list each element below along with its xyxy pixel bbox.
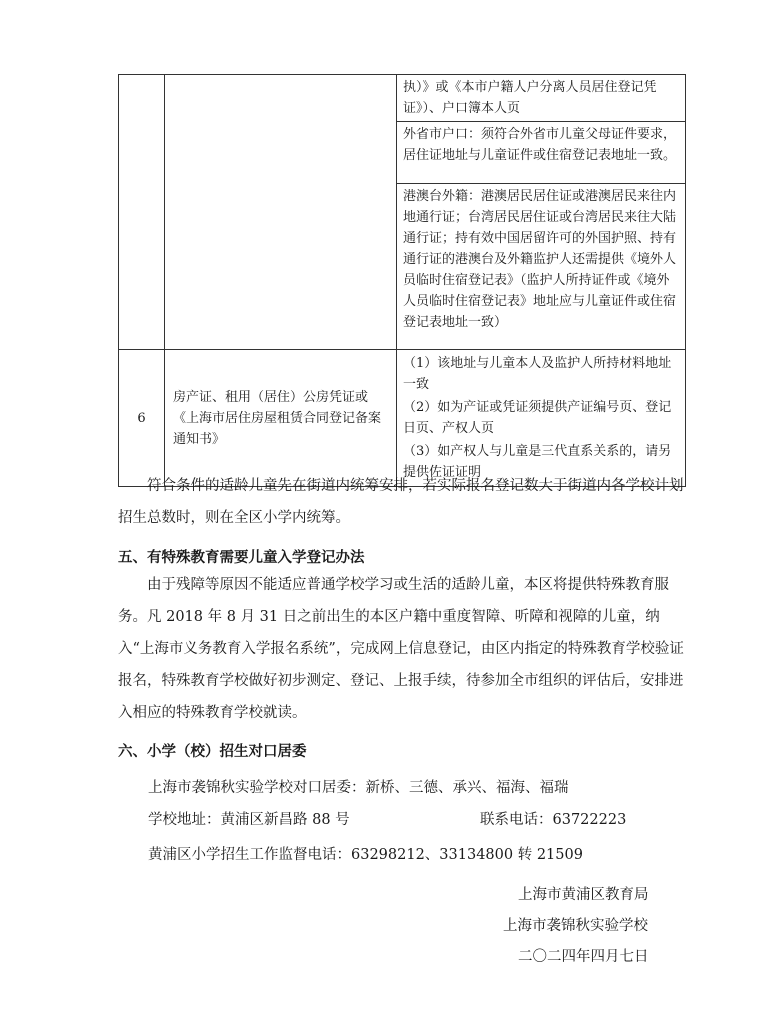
table-cell-requirement [397,350,686,487]
table-row [119,350,686,487]
table-cell-requirement [397,75,686,122]
table-cell-requirement [397,122,686,184]
requirement-text: 执）》或《本市户籍人户分离人员居住登记凭证》）、户口簿本人页 [403,80,657,116]
table-cell-number: 6 [119,350,165,487]
signature-date: 二〇二四年四月七日 [518,949,649,965]
contact-phone: 联系电话：63722223 [480,812,627,828]
table-cell-number [119,75,165,350]
supervision-phone: 黄浦区小学招生工作监督电话：63298212、33134800 转 21509 [148,847,583,863]
requirement-text: （2）如为产证或凭证须提供产证编号页、登记日页、产权人页 [403,400,672,436]
section-heading: 六、小学（校）招生对口居委 [118,743,307,760]
paragraph: 符合条件的适龄儿童先在街道内统筹安排，若实际报名登记数大于街道内各学校计划招生总数时，则在全区小学内统筹。 [118,478,684,526]
table-cell-material [165,75,397,350]
requirement-text: 外省市户口：须符合外省市儿童父母证件要求，居住证地址与儿童证件或住宿登记表地址一致。 [403,127,677,163]
paragraph: 由于残障等原因不能适应普通学校学习或生活的适龄儿童，本区将提供特殊教育服务。凡 2018 年 8 月 31 日之前出生的本区户籍中重度智障、听障和视障的儿童，纳入“上海市义务教育入学报名系统”，完成网上信息登记，由区内指定的特殊教育学校验证报名，特殊教育学校做好初步测定、登记、上报手续，待参加全市组织的评估后，安排进入相应的特殊教育学校就读。 [118,577,684,721]
signature-org: 上海市袭锦秋实验学校 [503,918,648,934]
requirement-text: 港澳台外籍：港澳居民居住证或港澳居民来往内地通行证；台湾居民居住证或台湾居民来往大陆通行证；持有效中国居留许可的外国护照、持有通行证的港澳台及外籍监护人还需提供《境外人员临时住宿登记表》（监护人所持证件或《境外人员临时住宿登记表》地址应与儿童证件或住宿登记表地址一致） [403,189,677,330]
table-cell-material: 房产证、租用（居住）公房凭证或《上海市居住房屋租赁合同登记备案通知书》 [165,350,397,487]
table-row [119,75,686,122]
signature-org: 上海市黄浦区教育局 [518,887,649,903]
table-cell-requirement [397,184,686,350]
paragraph: 上海市袭锦秋实验学校对口居委：新桥、三德、承兴、福海、福瑞 [148,780,569,796]
requirements-table [118,74,686,487]
section-heading: 五、有特殊教育需要儿童入学登记办法 [118,549,365,566]
school-address: 学校地址：黄浦区新昌路 88 号 [148,812,350,828]
requirement-text: （3）如产权人与儿童是三代直系关系的，请另提供佐证证明 [403,444,672,480]
requirement-text: （1）该地址与儿童本人及监护人所持材料地址一致 [403,356,672,392]
